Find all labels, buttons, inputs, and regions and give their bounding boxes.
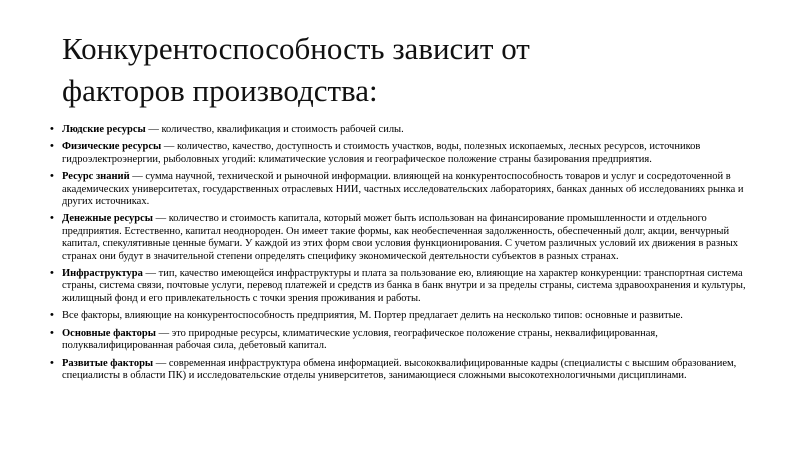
item-text: — тип, качество имеющейся инфраструктуры и плата за пользование ею, влияющие на характер конкуренции: транспортная система страны, система связи, почтовые услуги, перевод платежей и средств из банка в банк внутри и за пределы страны, система здравоохранения и культуры, жилищный фонд и его привлекательность с точки зрения проживания и работы. — [62, 268, 746, 304]
item-text: — современная инфраструктура обмена информацией. высококвалифицированные кадры (специалисты с высшим образованием, специалисты в области ПК) и исследовательские отделы университетов, занимающиеся сложными высокотехнологичными дисциплинами. — [62, 357, 737, 381]
item-lead: Людские ресурсы — [62, 124, 146, 135]
title-line-2: факторов производства: — [62, 73, 378, 108]
item-text: — это природные ресурсы, климатические условия, географическое положение страны, неквалифицированная, полуквалифицированная рабочая сила, дебетовый капитал. — [62, 327, 658, 352]
list-item — [50, 141, 764, 166]
bullet-icon: • — [50, 326, 54, 339]
bullet-icon: • — [50, 123, 54, 135]
item-text: — количество, квалификация и стоимость рабочей силы. — [145, 124, 404, 135]
list-item — [50, 358, 764, 383]
bullet-list — [0, 124, 790, 382]
item-text: — количество, качество, доступность и стоимость участков, воды, полезных ископаемых, лесных ресурсов, источников гидроэлектроэнергии, рыболовных угодий: климатические условия и географическое положение страны базирования предприятия. — [62, 141, 701, 165]
item-lead: Физические ресурсы — [62, 141, 162, 153]
item-lead: Денежные ресурсы — [62, 213, 153, 225]
bullet-icon: • — [50, 356, 54, 369]
bullet-icon: • — [50, 309, 54, 322]
list-item — [50, 171, 764, 208]
list-item — [50, 124, 764, 136]
item-text: — сумма научной, технической и рыночной информации. влияющей на конкурентоспособность товаров и услуг и сосредоточенной в академических университетах, государственных отраслевых НИИ, частных исследовательских лабораториях, банках данных об исследованиях рынка и других источниках. — [62, 171, 744, 208]
list-item — [50, 213, 764, 263]
item-lead: Основные факторы — [62, 327, 156, 339]
bullet-icon: • — [50, 212, 54, 225]
item-lead: Развитые факторы — [62, 357, 154, 369]
page-title — [0, 0, 800, 118]
item-text: — количество и стоимость капитала, который может быть использован на финансирование промышленности и отдельного предприятия. Естественно, капитал неоднороден. Он имеет такие формы, как необеспеченная задолженность, обеспеченный долг, акции, венчурный капитал, спекулятивные ценные бумаги. У каждой из этих форм свои условия функционирования. С учетом различных условий их движения в разных странах они будут в значительной степени определять специфику экономической деятельности субъектов в разных странах. — [62, 213, 739, 262]
item-text: Все факторы, влияющие на конкурентоспособность предприятия, М. Портер предлагает делить на несколько типов: основные и развитые. — [62, 310, 683, 322]
title-line-1: Конкурентоспособность зависит от — [62, 31, 530, 66]
bullet-icon: • — [50, 140, 54, 153]
item-lead: Инфраструктура — [62, 268, 143, 280]
bullet-icon: • — [50, 267, 54, 280]
list-item — [50, 310, 764, 322]
list-item — [50, 268, 764, 305]
list-item — [50, 328, 764, 353]
item-lead: Ресурс знаний — [62, 171, 130, 183]
bullet-icon: • — [50, 170, 54, 183]
